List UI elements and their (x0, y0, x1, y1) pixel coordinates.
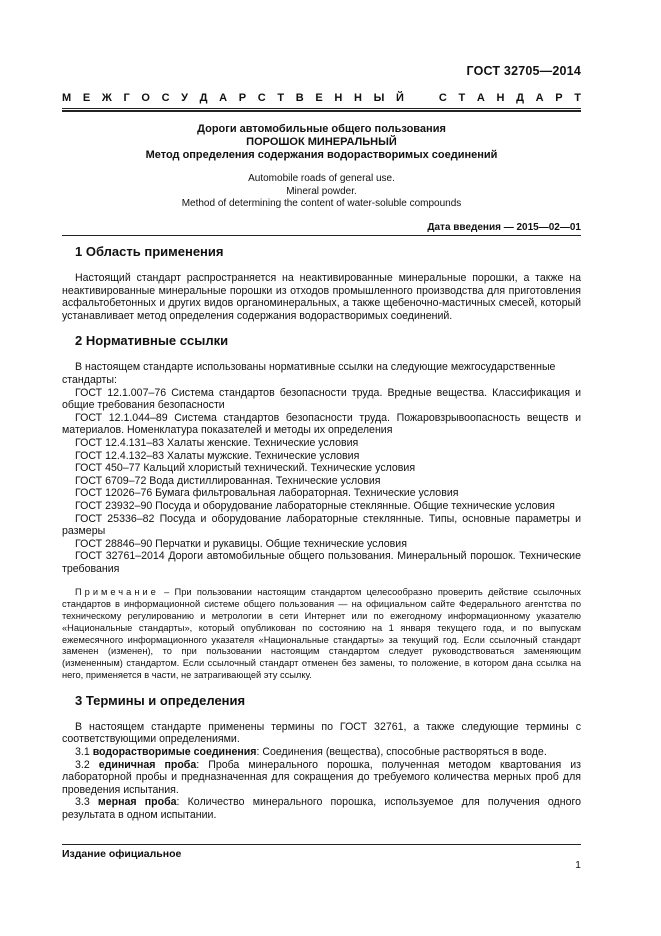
term-def: : Проба минерального порошка, полученная методом квартования из лабораторной пробы и предназначенная для сокращения до требуемого количества мерных проб для проведения испытания. (62, 758, 581, 796)
banner-letter: Т (277, 92, 285, 104)
banner-letter: Ж (101, 92, 112, 104)
reference-item: ГОСТ 12.4.132–83 Халаты мужские. Технические условия (75, 449, 360, 462)
introduction-rule (62, 235, 581, 236)
banner-letter: Ы (373, 92, 385, 104)
banner-letter: Т (458, 92, 466, 104)
reference-item: ГОСТ 12026–76 Бумага фильтровальная лабораторная. Технические условия (75, 487, 459, 500)
reference-item: ГОСТ 450–77 Кальций хлористый технический. Технические условия (75, 462, 416, 475)
section-1-text: Настоящий стандарт распространяется на неактивированные минеральные порошки, а также на неактивированные минеральные порошки из отходов промышленного производства для приготовления асфальтобетонных и других видов органоминеральных, а также щебеночно-мастичных смесей, который устанавливает метод определения содержания водорастворимых соединений. (62, 272, 581, 322)
term: единичная проба (98, 758, 197, 771)
term-definition (62, 759, 581, 797)
banner-letter: Р (555, 92, 563, 104)
banner-letter: Т (574, 92, 581, 104)
reference-item: ГОСТ 12.1.007–76 Система стандартов безопасности труда. Вредные вещества. Классификация и общие требования безопасности (62, 386, 581, 412)
banner-letter: Д (516, 92, 524, 104)
term-def: : Количество минерального порошка, используемое для получения одного результата в одном испытании. (62, 796, 581, 821)
reference-item: ГОСТ 32761–2014 Дороги автомобильные общего пользования. Минеральный порошок. Технические требования (62, 550, 581, 575)
note-text: – При пользовании настоящим стандартом целесообразно проверить действие ссылочных стандартов в информационной системе общего пользования — на официальном сайте Федерального агентства по техническому регулированию и метрологии в сети Интернет или по ежегодному информационному указателю «Национальные стандарты», который опубликован по состоянию на 1 января текущего года, и по выпускам ежемесячного информационного указателя «Национальные стандарты» за текущий год. Если ссылочный стандарт заменен (изменен), то при пользовании настоящим стандартом следует руководствоваться заменяющим (измененным) стандартом. Если ссылочный стандарт отменен без замены, то положение, в котором дана ссылка на него, применяется в части, не затрагивающей эту ссылку. (62, 587, 581, 681)
term-number: 3.1 (75, 746, 90, 759)
document-body (62, 244, 581, 822)
banner-letter: С (161, 92, 170, 104)
section-2-intro: В настоящем стандарте использованы нормативные ссылки на следующие межгосударственные стандарты: (62, 361, 556, 386)
title-ru-line-1: Дороги автомобильные общего пользования (197, 123, 446, 135)
banner-letter: Н (334, 92, 343, 104)
banner-letter: Н (496, 92, 505, 104)
term: мерная проба (97, 796, 177, 809)
reference-item: ГОСТ 12.1.044–89 Система стандартов безопасности труда. Пожаровзрывоопасность веществ и материалов. Номенклатура показателей и методы их определения (62, 411, 581, 437)
banner-letter: У (181, 92, 189, 104)
banner-letter: Н (354, 92, 362, 104)
footer-rule (62, 844, 581, 845)
section-3-intro: В настоящем стандарте применены термины по ГОСТ 32761, а также следующие термины с соответствующими определениями. (62, 720, 581, 746)
banner-letter: Д (199, 92, 208, 104)
banner-letter: С (257, 92, 266, 104)
term-number: 3.3 (75, 796, 90, 809)
title-en-line-3: Method of determining the content of water-soluble compounds (181, 198, 462, 209)
term: водорастворимые соединения (92, 746, 257, 759)
banner-rule-thin (62, 108, 581, 109)
term-def: : Соединения (вещества), способные растворяться в воде. (256, 746, 547, 759)
document-number: ГОСТ 32705—2014 (466, 64, 581, 78)
page-number: 1 (575, 859, 581, 871)
banner-letter: М (62, 92, 72, 104)
banner-letter: С (438, 92, 447, 104)
reference-item: ГОСТ 23932–90 Посуда и оборудование лабораторные стеклянные. Общие технические условия (75, 499, 555, 512)
title-ru-line-2: ПОРОШОК МИНЕРАЛЬНЫЙ (246, 136, 397, 148)
section-2-heading: 2 Нормативные ссылки (75, 333, 229, 349)
introduction-date: Дата введения — 2015—02—01 (427, 222, 581, 233)
term-number: 3.2 (75, 758, 90, 771)
note (62, 587, 581, 681)
banner-letter: А (535, 92, 544, 104)
reference-item: ГОСТ 25336–82 Посуда и оборудование лабораторные стеклянные. Типы, основные параметры и размеры (62, 512, 581, 538)
banner-rule-thick (62, 110, 581, 112)
banner-letter: А (219, 92, 228, 104)
term-definition (62, 746, 581, 759)
standard-banner (62, 92, 581, 104)
banner-letter: А (476, 92, 485, 104)
note-lead: Примечание (75, 587, 159, 598)
title-en-line-1: Automobile roads of general use. (248, 173, 395, 184)
banner-letter: Р (238, 92, 247, 104)
reference-item: ГОСТ 6709–72 Вода дистиллированная. Технические условия (75, 474, 381, 487)
reference-item: ГОСТ 28846–90 Перчатки и рукавицы. Общие технические условия (75, 537, 407, 550)
term-definition (62, 796, 581, 821)
banner-letter: Е (82, 92, 91, 104)
banner-letter: Й (396, 92, 404, 104)
official-edition-label: Издание официальное (62, 848, 182, 860)
banner-letter: В (295, 92, 304, 104)
section-1-heading: 1 Область применения (75, 244, 224, 259)
reference-item: ГОСТ 12.4.131–83 Халаты женские. Технические условия (75, 436, 359, 449)
section-3-heading: 3 Термины и определения (75, 692, 246, 708)
banner-letter: Е (315, 92, 323, 104)
banner-letter: О (141, 92, 150, 104)
banner-letter: Г (123, 92, 130, 104)
title-ru-line-3: Метод определения содержания водорастворимых соединений (145, 149, 498, 161)
title-block (62, 123, 581, 211)
title-en-line-2: Mineral powder. (286, 185, 357, 197)
